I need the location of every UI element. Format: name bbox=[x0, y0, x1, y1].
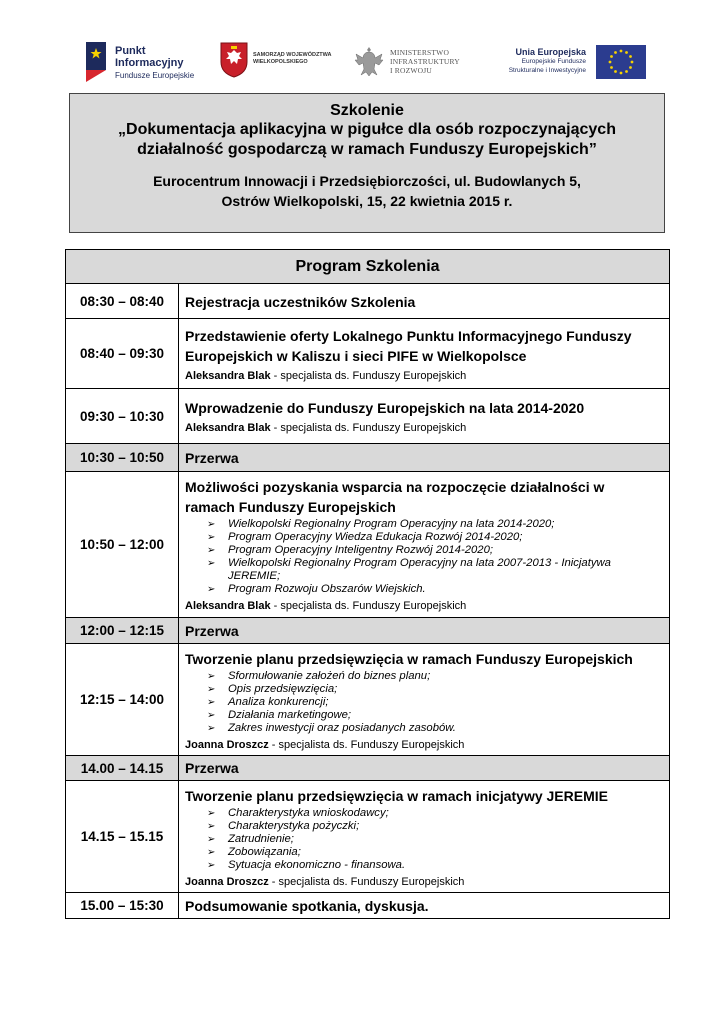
time-cell: 12:00 – 12:15 bbox=[66, 618, 179, 644]
arrow-bullet-icon: ➢ bbox=[207, 683, 216, 695]
ue-line3: Strukturalne i Inwestycyjne bbox=[508, 67, 586, 74]
unia-text bbox=[500, 47, 586, 75]
punkt-informacyjny-mark-icon bbox=[82, 40, 108, 84]
arrow-bullet-icon: ➢ bbox=[207, 833, 216, 845]
logo-ministerstwo bbox=[354, 38, 474, 86]
ue-line2: Europejskie Fundusze bbox=[521, 58, 586, 65]
wielkopolska-text bbox=[253, 52, 337, 66]
bullet-text: Analiza konkurencji; bbox=[228, 695, 329, 708]
pi-line2: Informacyjny bbox=[115, 57, 184, 69]
break-label: Przerwa bbox=[185, 760, 239, 776]
agenda-cell bbox=[179, 781, 670, 893]
wielkopolska-crest-icon bbox=[220, 42, 248, 78]
list-item bbox=[207, 696, 663, 709]
agenda-cell bbox=[179, 284, 670, 319]
table-row bbox=[66, 781, 670, 893]
agenda-cell bbox=[179, 644, 670, 756]
min-line2: INFRASTRUKTURY bbox=[390, 57, 460, 66]
agenda-cell bbox=[179, 389, 670, 444]
speaker-role: - specjalista ds. Funduszy Europejskich bbox=[270, 422, 467, 434]
ue-line1: Unia Europejska bbox=[515, 47, 586, 57]
logo-wielkopolska bbox=[220, 38, 338, 86]
table-row bbox=[66, 389, 670, 444]
table-row-break bbox=[66, 756, 670, 781]
speaker bbox=[185, 369, 663, 383]
list-item bbox=[207, 846, 663, 859]
arrow-bullet-icon: ➢ bbox=[207, 584, 216, 595]
arrow-bullet-icon: ➢ bbox=[207, 670, 216, 682]
time-cell: 10:30 – 10:50 bbox=[66, 444, 179, 472]
training-label: Szkolenie bbox=[330, 102, 404, 119]
polish-eagle-icon bbox=[354, 44, 384, 78]
bullet-text: Sformułowanie założeń do biznes planu; bbox=[228, 669, 431, 682]
agenda-title: Tworzenie planu przedsięwzięcia w ramach Funduszy Europejskich bbox=[185, 650, 633, 667]
bullet-text: Wielkopolski Regionalny Program Operacyjny na lata 2007-2013 - Inicjatywa bbox=[228, 557, 611, 569]
punkt-informacyjny-text bbox=[115, 45, 194, 82]
speaker-role: - specjalista ds. Funduszy Europejskich bbox=[268, 738, 465, 751]
time-cell: 12:15 – 14:00 bbox=[66, 644, 179, 756]
bullet-list bbox=[207, 518, 663, 596]
agenda-title-line2: Europejskich w Kaliszu i sieci PIFE w Wielkopolsce bbox=[185, 347, 527, 364]
table-row bbox=[66, 644, 670, 756]
table-row-break bbox=[66, 444, 670, 472]
logo-bar bbox=[82, 38, 652, 86]
table-row bbox=[66, 284, 670, 319]
arrow-bullet-icon: ➢ bbox=[207, 519, 216, 530]
speaker bbox=[185, 738, 663, 752]
speaker-role: - specjalista ds. Funduszy Europejskich bbox=[268, 875, 465, 888]
speaker bbox=[185, 599, 663, 613]
break-label: Przerwa bbox=[185, 622, 239, 639]
bullet-text: Program Operacyjny Inteligentny Rozwój 2014-2020; bbox=[228, 544, 493, 556]
agenda-title-line2: ramach Funduszy Europejskich bbox=[185, 499, 396, 515]
program-heading-text: Program Szkolenia bbox=[295, 257, 440, 275]
speaker-name: Joanna Droszcz bbox=[185, 875, 269, 888]
training-title-line2: działalność gospodarczą w ramach Funduszy Europejskich” bbox=[137, 141, 597, 158]
bullet-text: Działania marketingowe; bbox=[228, 708, 352, 721]
speaker bbox=[185, 421, 663, 435]
agenda-cell bbox=[179, 444, 670, 472]
eu-flag-icon bbox=[596, 45, 646, 79]
table-row bbox=[66, 893, 670, 919]
ministerstwo-text bbox=[390, 48, 460, 75]
list-item bbox=[207, 518, 663, 531]
min-line3: I ROZWOJU bbox=[390, 66, 433, 75]
agenda-title: Tworzenie planu przedsięwzięcia w ramach inicjatywy JEREMIE bbox=[185, 787, 608, 804]
arrow-bullet-icon: ➢ bbox=[207, 532, 216, 543]
list-item bbox=[207, 722, 663, 735]
time-cell: 14.00 – 14.15 bbox=[66, 756, 179, 781]
bullet-text: Zatrudnienie; bbox=[228, 832, 294, 845]
bullet-text: Zakres inwestycji oraz posiadanych zasobów. bbox=[228, 721, 456, 734]
arrow-bullet-icon: ➢ bbox=[207, 545, 216, 556]
list-item bbox=[207, 531, 663, 544]
bullet-text: JEREMIE; bbox=[228, 570, 281, 582]
list-item bbox=[207, 683, 663, 696]
wlkp-line1: SAMORZĄD WOJEWÓDZTWA bbox=[253, 52, 332, 58]
speaker-name: Aleksandra Blak bbox=[185, 600, 271, 612]
logo-unia-europejska bbox=[500, 38, 650, 86]
program-heading-row bbox=[66, 250, 670, 284]
bullet-text: Zobowiązania; bbox=[228, 845, 301, 858]
time-cell: 14.15 – 15.15 bbox=[66, 781, 179, 893]
time-cell: 08:40 – 09:30 bbox=[66, 319, 179, 389]
logo-punkt-informacyjny bbox=[82, 38, 207, 86]
wlkp-line2: WIELKOPOLSKIEGO bbox=[253, 59, 308, 65]
list-item bbox=[207, 557, 663, 570]
list-item bbox=[207, 859, 663, 872]
bullet-list bbox=[207, 807, 663, 872]
table-row bbox=[66, 472, 670, 618]
agenda-title: Podsumowanie spotkania, dyskusja. bbox=[185, 898, 429, 914]
speaker-role: - specjalista ds. Funduszy Europejskich bbox=[270, 600, 467, 612]
arrow-bullet-icon: ➢ bbox=[207, 722, 216, 734]
training-title-line1: „Dokumentacja aplikacyjna w pigułce dla osób rozpoczynających bbox=[118, 121, 616, 138]
arrow-bullet-icon: ➢ bbox=[207, 859, 216, 871]
bullet-text: Sytuacja ekonomiczno - finansowa. bbox=[228, 858, 406, 871]
arrow-bullet-icon: ➢ bbox=[207, 820, 216, 832]
list-item bbox=[207, 544, 663, 557]
list-item bbox=[207, 670, 663, 683]
arrow-bullet-icon: ➢ bbox=[207, 709, 216, 721]
pi-line3: Fundusze Europejskie bbox=[115, 71, 195, 80]
time-cell: 15.00 – 15:30 bbox=[66, 893, 179, 919]
list-item-continuation bbox=[207, 570, 663, 583]
agenda-cell bbox=[179, 756, 670, 781]
list-item bbox=[207, 807, 663, 820]
table-row bbox=[66, 319, 670, 389]
arrow-bullet-icon: ➢ bbox=[207, 846, 216, 858]
agenda-cell bbox=[179, 319, 670, 389]
list-item bbox=[207, 583, 663, 596]
speaker bbox=[185, 875, 663, 889]
speaker-name: Aleksandra Blak bbox=[185, 369, 271, 382]
agenda-cell bbox=[179, 472, 670, 618]
list-item bbox=[207, 709, 663, 722]
training-header bbox=[69, 93, 665, 233]
time-cell: 10:50 – 12:00 bbox=[66, 472, 179, 618]
table-row-break bbox=[66, 618, 670, 644]
pi-line1: Punkt bbox=[115, 45, 146, 57]
program-table bbox=[65, 249, 670, 919]
speaker-role: - specjalista ds. Funduszy Europejskich bbox=[270, 369, 467, 382]
list-item bbox=[207, 833, 663, 846]
list-item bbox=[207, 820, 663, 833]
time-cell: 09:30 – 10:30 bbox=[66, 389, 179, 444]
training-place-line2: Ostrów Wielkopolski, 15, 22 kwietnia 2015 r. bbox=[221, 193, 513, 209]
arrow-bullet-icon: ➢ bbox=[207, 807, 216, 819]
bullet-text: Opis przedsięwzięcia; bbox=[228, 682, 338, 695]
bullet-text: Charakterystyka pożyczki; bbox=[228, 819, 360, 832]
bullet-list bbox=[207, 670, 663, 735]
bullet-text: Program Operacyjny Wiedza Edukacja Rozwój 2014-2020; bbox=[228, 531, 523, 543]
bullet-text: Wielkopolski Regionalny Program Operacyjny na lata 2014-2020; bbox=[228, 518, 555, 530]
agenda-cell bbox=[179, 618, 670, 644]
agenda-title: Rejestracja uczestników Szkolenia bbox=[185, 293, 416, 310]
arrow-bullet-icon: ➢ bbox=[207, 558, 216, 569]
arrow-bullet-icon: ➢ bbox=[207, 696, 216, 708]
speaker-name: Aleksandra Blak bbox=[185, 422, 271, 434]
agenda-title-line1: Możliwości pozyskania wsparcia na rozpoczęcie działalności w bbox=[185, 479, 605, 495]
bullet-text: Charakterystyka wnioskodawcy; bbox=[228, 806, 389, 819]
program-heading bbox=[66, 250, 670, 284]
agenda-title-line1: Przedstawienie oferty Lokalnego Punktu Informacyjnego Funduszy bbox=[185, 327, 632, 344]
min-line1: MINISTERSTWO bbox=[390, 48, 450, 57]
time-cell: 08:30 – 08:40 bbox=[66, 284, 179, 319]
speaker-name: Joanna Droszcz bbox=[185, 738, 269, 751]
agenda-title: Wprowadzenie do Funduszy Europejskich na lata 2014-2020 bbox=[185, 400, 585, 416]
agenda-cell bbox=[179, 893, 670, 919]
training-place-line1: Eurocentrum Innowacji i Przedsiębiorczości, ul. Budowlanych 5, bbox=[153, 173, 581, 189]
bullet-text: Program Rozwoju Obszarów Wiejskich. bbox=[228, 583, 426, 595]
break-label: Przerwa bbox=[185, 449, 239, 466]
